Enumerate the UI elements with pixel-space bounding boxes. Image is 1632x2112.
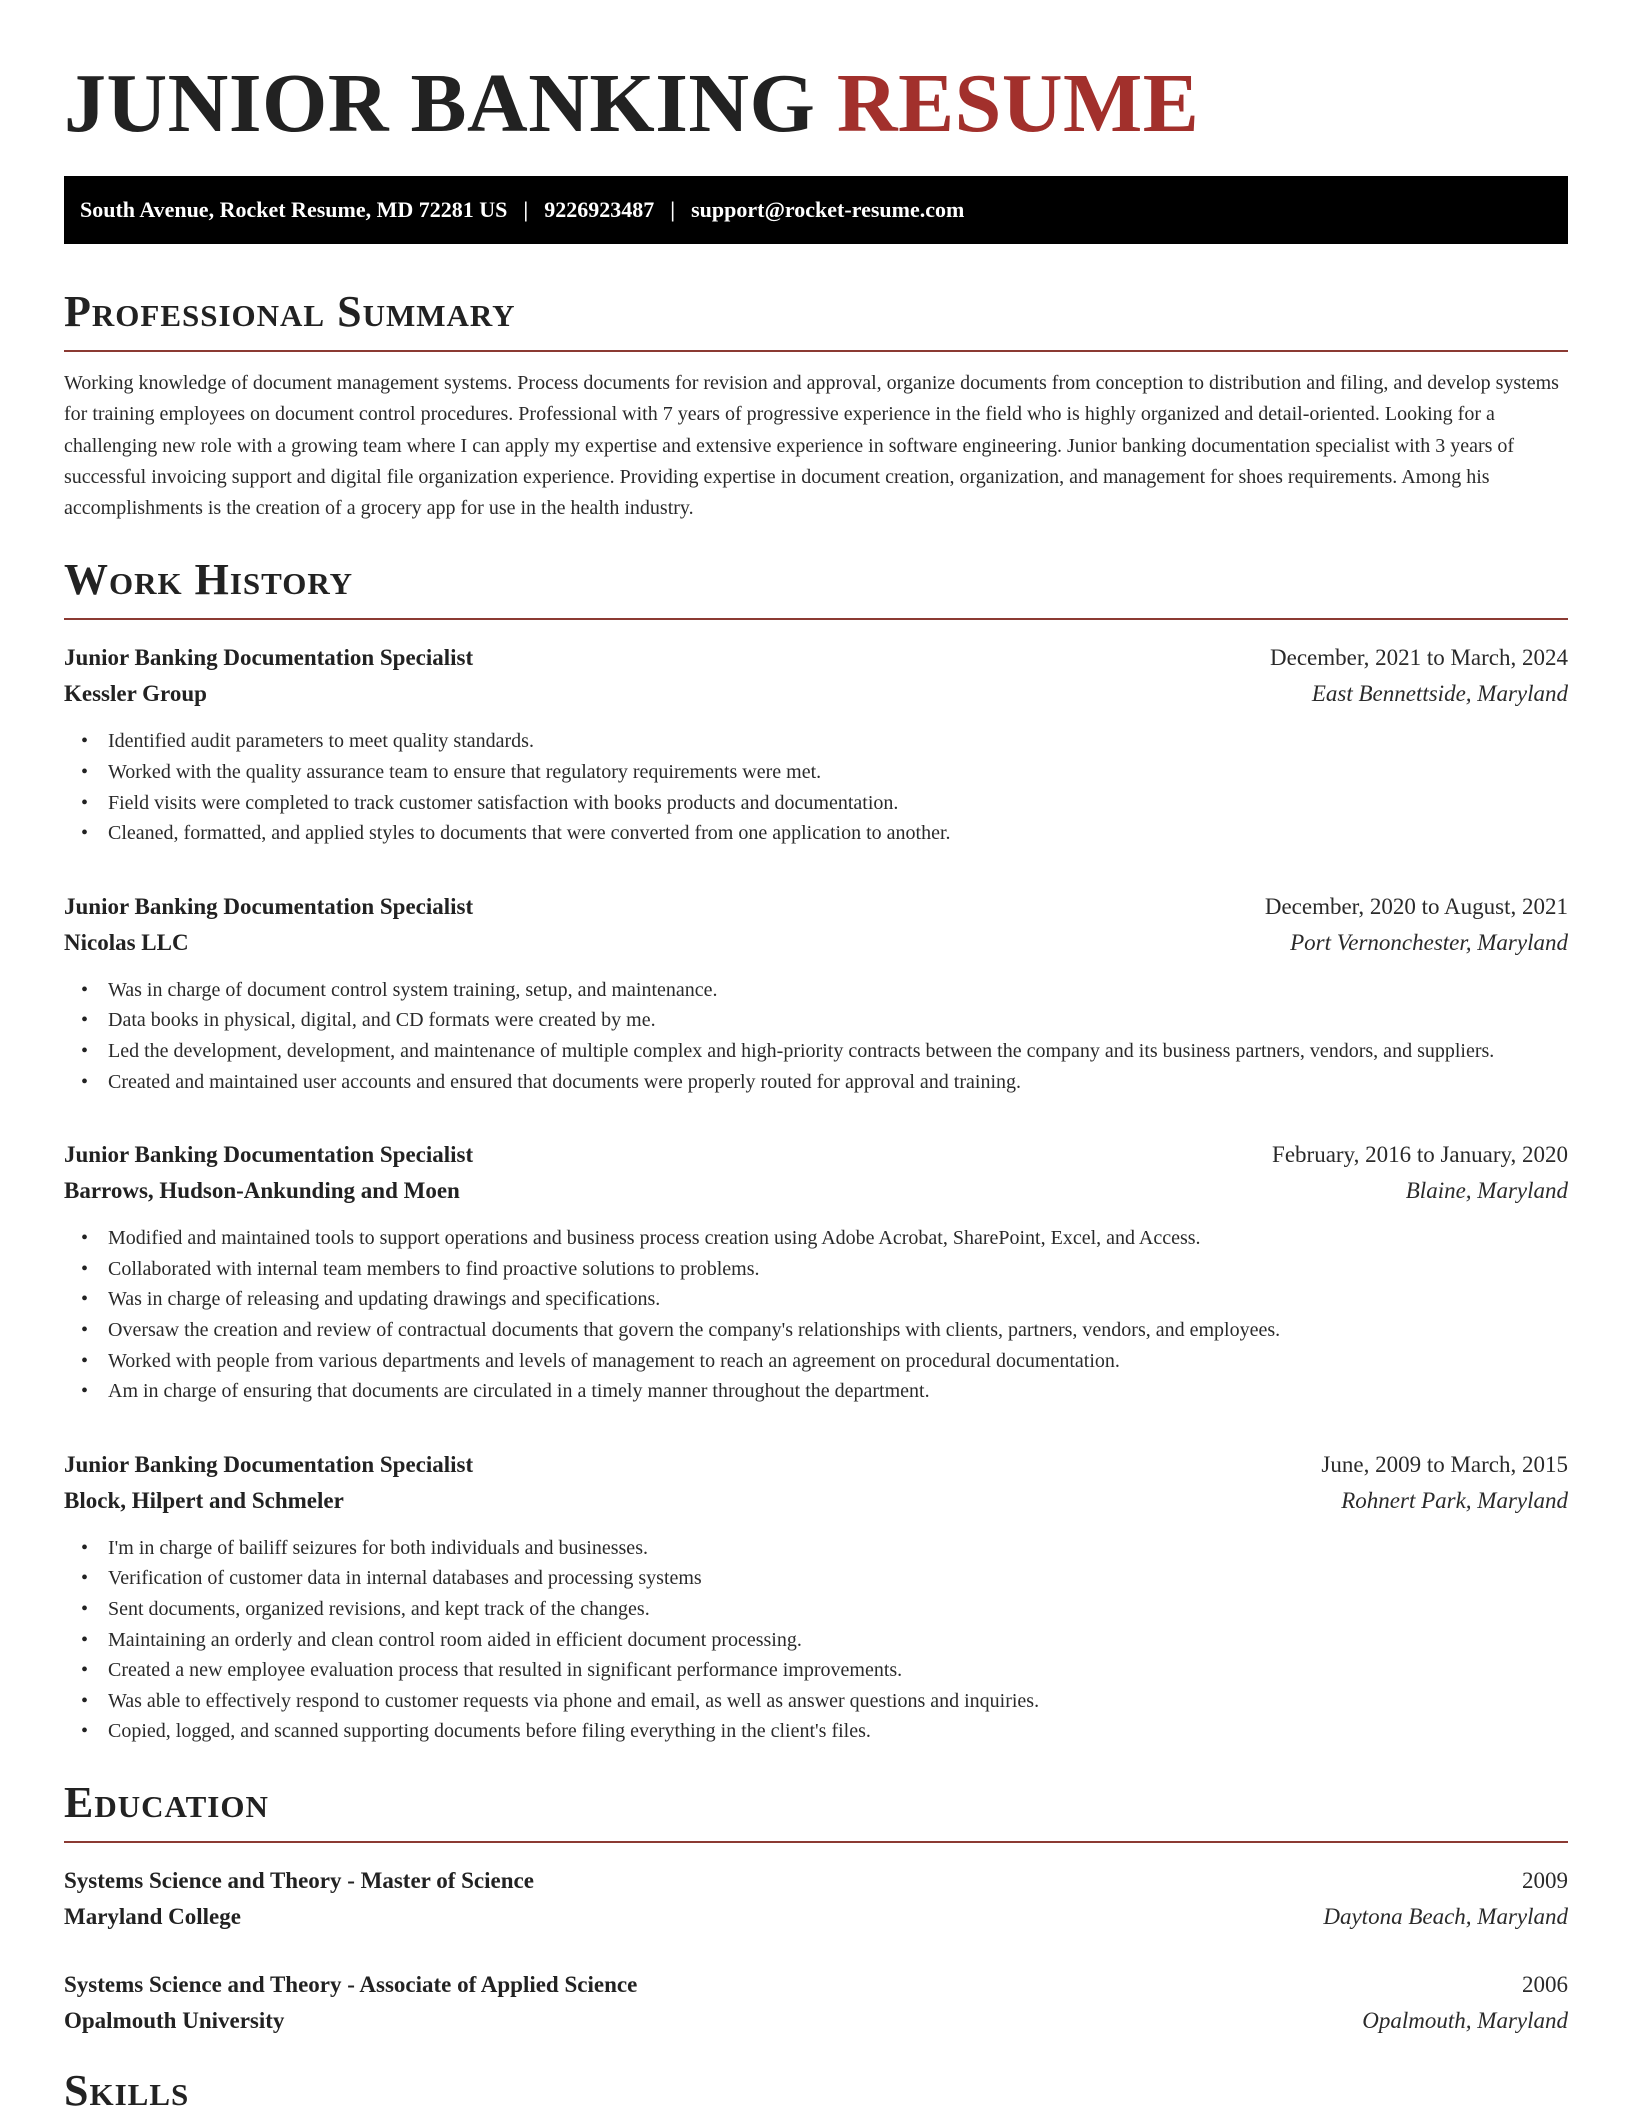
- education-location: Opalmouth, Maryland: [1362, 2007, 1568, 2033]
- contact-email: support@rocket-resume.com: [691, 197, 965, 222]
- job-entry: [64, 889, 1568, 1097]
- job-bullet: • I'm in charge of bailiff seizures for both individuals and businesses.: [64, 1533, 1568, 1564]
- job-company: Kessler Group: [64, 681, 207, 707]
- education-degree-row: [64, 1967, 1568, 2003]
- education-year: 2009: [1522, 1867, 1568, 1893]
- job-bullets: [64, 975, 1568, 1097]
- job-company: Block, Hilpert and Schmeler: [64, 1487, 344, 1513]
- job-dates: February, 2016 to January, 2020: [1272, 1142, 1568, 1168]
- resume-title: [64, 0, 1568, 150]
- job-header-row: [64, 1447, 1568, 1483]
- summary-text: Working knowledge of document management systems. Process documents for revision and approval, organize documents from conception to distribution and filing, and develop systems for training employees on document control procedures. Professional with 7 years of progressive experience in the field who is highly organized and detail-oriented. Looking for a challenging new role with a growing team where I can apply my expertise and extensive experience in software engineering. Junior banking documentation specialist with 3 years of successful invoicing support and digital file organization experience. Providing expertise in document creation, organization, and management for shoes requirements. Among his accomplishments is the creation of a grocery app for use in the health industry.: [64, 372, 1559, 520]
- job-company-row: [64, 925, 1568, 961]
- job-bullet: • Was in charge of document control system training, setup, and maintenance.: [64, 975, 1568, 1006]
- job-bullet: • Verification of customer data in internal databases and processing systems: [64, 1563, 1568, 1594]
- contact-phone: 9226923487: [544, 197, 655, 222]
- job-bullet: • Was able to effectively respond to customer requests via phone and email, as well as answer questions and inquiries.: [64, 1686, 1568, 1717]
- job-bullets: [64, 1223, 1568, 1407]
- job-entry: [64, 1137, 1568, 1407]
- job-dates: December, 2020 to August, 2021: [1264, 893, 1568, 919]
- job-location: Rohnert Park, Maryland: [1341, 1487, 1568, 1513]
- job-title: Junior Banking Documentation Specialist: [64, 893, 474, 919]
- job-bullets: [64, 1533, 1568, 1747]
- job-entry: [64, 1447, 1568, 1747]
- job-bullet: • Modified and maintained tools to support operations and business process creation using Adobe Acrobat, SharePoint, Excel, and Access.: [64, 1223, 1568, 1254]
- job-company: Barrows, Hudson-Ankunding and Moen: [64, 1178, 460, 1204]
- job-header-row: [64, 640, 1568, 676]
- education-location: Daytona Beach, Maryland: [1323, 1903, 1568, 1929]
- job-bullet: • Oversaw the creation and review of contractual documents that govern the company's relationships with clients, partners, vendors, and employees.: [64, 1315, 1568, 1346]
- job-company: Nicolas LLC: [64, 929, 189, 955]
- job-company-row: [64, 1173, 1568, 1209]
- job-bullet: • Created and maintained user accounts and ensured that documents were properly routed for approval and training.: [64, 1067, 1568, 1098]
- education-school-row: [64, 1899, 1568, 1935]
- job-location: East Bennettside, Maryland: [1311, 681, 1568, 707]
- education-year: 2006: [1522, 1971, 1568, 1997]
- skills-heading: Skills: [64, 2065, 1568, 2112]
- summary-heading: Professional Summary: [64, 286, 1568, 352]
- job-bullet: • Copied, logged, and scanned supporting documents before filing everything in the client's files.: [64, 1716, 1568, 1747]
- education-heading: Education: [64, 1777, 1568, 1843]
- job-dates: December, 2021 to March, 2024: [1270, 645, 1568, 671]
- education-entry: [64, 1863, 1568, 1935]
- education-school: Maryland College: [64, 1903, 241, 1929]
- title-main: JUNIOR BANKING: [64, 57, 816, 150]
- job-bullet: • Worked with the quality assurance team to ensure that regulatory requirements were met.: [64, 757, 1568, 788]
- job-bullet: • Was in charge of releasing and updating drawings and specifications.: [64, 1284, 1568, 1315]
- education-school-row: [64, 2003, 1568, 2039]
- education-school: Opalmouth University: [64, 2007, 285, 2033]
- job-header-row: [64, 1137, 1568, 1173]
- work-history-heading: Work History: [64, 554, 1568, 620]
- job-bullet: • Led the development, development, and maintenance of multiple complex and high-priority contracts between the company and its business partners, vendors, and suppliers.: [64, 1036, 1568, 1067]
- job-title: Junior Banking Documentation Specialist: [64, 1142, 474, 1168]
- job-location: Blaine, Maryland: [1405, 1178, 1568, 1204]
- job-dates: June, 2009 to March, 2015: [1321, 1451, 1568, 1477]
- title-accent: RESUME: [836, 57, 1200, 150]
- job-bullet: • Identified audit parameters to meet quality standards.: [64, 726, 1568, 757]
- job-bullet: • Cleaned, formatted, and applied styles to documents that were converted from one application to another.: [64, 818, 1568, 849]
- education-degree: Systems Science and Theory - Associate of Applied Science: [64, 1971, 638, 1997]
- job-bullet: • Data books in physical, digital, and CD formats were created by me.: [64, 1005, 1568, 1036]
- education-section: [64, 1777, 1568, 2039]
- job-company-row: [64, 676, 1568, 712]
- contact-address: South Avenue, Rocket Resume, MD 72281 US: [80, 197, 508, 222]
- job-entry: [64, 640, 1568, 848]
- job-company-row: [64, 1483, 1568, 1519]
- skills-section: [64, 2065, 1568, 2112]
- summary-section: [64, 286, 1568, 524]
- contact-separator: |: [670, 197, 676, 222]
- contact-separator: |: [523, 197, 529, 222]
- job-bullet: • Am in charge of ensuring that documents are circulated in a timely manner throughout the department.: [64, 1376, 1568, 1407]
- education-degree-row: [64, 1863, 1568, 1899]
- work-history-section: [64, 554, 1568, 1746]
- job-title: Junior Banking Documentation Specialist: [64, 1451, 474, 1477]
- job-bullet: • Field visits were completed to track customer satisfaction with books products and documentation.: [64, 788, 1568, 819]
- job-title: Junior Banking Documentation Specialist: [64, 645, 474, 671]
- job-bullets: [64, 726, 1568, 848]
- job-bullet: • Worked with people from various departments and levels of management to reach an agreement on procedural documentation.: [64, 1346, 1568, 1377]
- education-entry: [64, 1967, 1568, 2039]
- job-bullet: • Collaborated with internal team members to find proactive solutions to problems.: [64, 1254, 1568, 1285]
- job-location: Port Vernonchester, Maryland: [1290, 929, 1568, 955]
- job-bullet: • Created a new employee evaluation process that resulted in significant performance improvements.: [64, 1655, 1568, 1686]
- job-header-row: [64, 889, 1568, 925]
- job-bullet: • Sent documents, organized revisions, and kept track of the changes.: [64, 1594, 1568, 1625]
- education-degree: Systems Science and Theory - Master of Science: [64, 1867, 534, 1893]
- job-bullet: • Maintaining an orderly and clean control room aided in efficient document processing.: [64, 1625, 1568, 1656]
- contact-bar: [64, 176, 1568, 244]
